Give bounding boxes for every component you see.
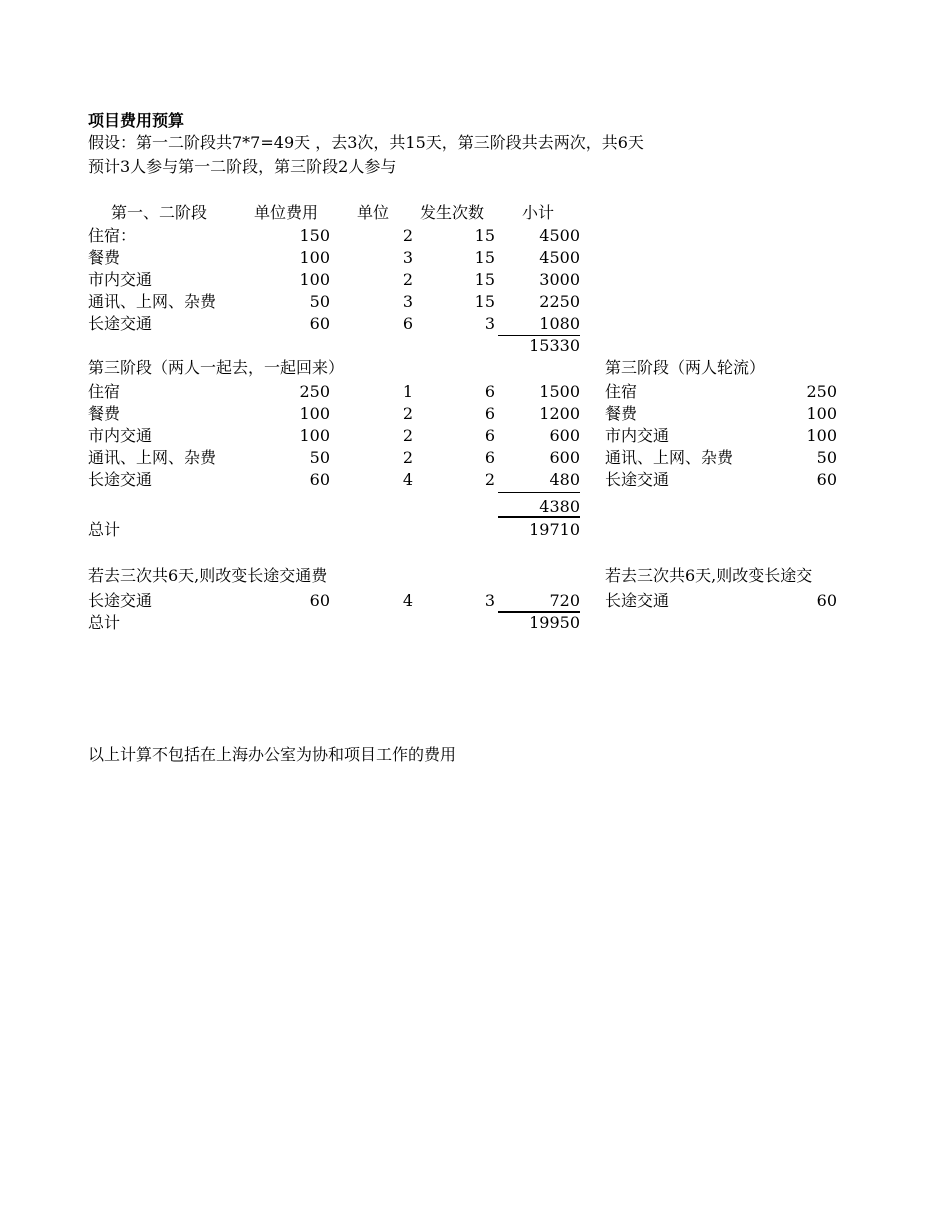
page-title: 项目费用预算 bbox=[88, 111, 185, 130]
row-unit-cost: 60 bbox=[309, 314, 330, 333]
row-label: 通讯、上网、杂费 bbox=[605, 448, 734, 467]
row-label: 长途交通 bbox=[605, 470, 670, 489]
phase3-together-total: 4380 bbox=[539, 497, 580, 516]
row-unit-cost: 100 bbox=[806, 426, 837, 445]
row-label: 长途交通 bbox=[88, 314, 153, 333]
row-count: 15 bbox=[474, 226, 495, 245]
row-count: 2 bbox=[484, 470, 495, 489]
row-label: 市内交通 bbox=[88, 270, 153, 289]
row-count: 6 bbox=[484, 448, 495, 467]
row-unit-cost: 50 bbox=[309, 448, 330, 467]
row-count: 3 bbox=[484, 314, 495, 333]
footnote: 以上计算不包括在上海办公室为协和项目工作的费用 bbox=[88, 745, 457, 764]
assumption-line-1: 假设：第一二阶段共7*7=49天 ，去3次，共15天，第三阶段共去两次，共6天 bbox=[88, 133, 644, 152]
row-label: 住宿 bbox=[88, 382, 121, 401]
phase3-rotating-title: 第三阶段（两人轮流） bbox=[605, 358, 766, 377]
phase12-total: 15330 bbox=[529, 336, 580, 355]
row-label: 餐费 bbox=[88, 404, 121, 423]
row-subtotal: 720 bbox=[549, 591, 580, 610]
row-subtotal: 3000 bbox=[539, 270, 580, 289]
row-unit-cost: 100 bbox=[299, 426, 330, 445]
scenario-total-label: 总计 bbox=[88, 613, 121, 632]
row-unit-cost: 50 bbox=[816, 448, 837, 467]
row-unit: 3 bbox=[402, 248, 413, 267]
row-unit-cost: 100 bbox=[806, 404, 837, 423]
row-label: 通讯、上网、杂费 bbox=[88, 448, 217, 467]
row-subtotal: 480 bbox=[549, 470, 580, 489]
row-unit-cost: 60 bbox=[816, 470, 837, 489]
header-subtotal: 小计 bbox=[522, 203, 555, 222]
row-count: 6 bbox=[484, 404, 495, 423]
row-label: 住宿： bbox=[88, 226, 137, 245]
row-unit: 2 bbox=[402, 270, 413, 289]
row-label: 市内交通 bbox=[605, 426, 670, 445]
row-count: 6 bbox=[484, 426, 495, 445]
row-unit-cost: 150 bbox=[299, 226, 330, 245]
row-unit: 4 bbox=[402, 591, 413, 610]
row-subtotal: 600 bbox=[549, 426, 580, 445]
total-divider bbox=[498, 516, 580, 518]
row-count: 3 bbox=[484, 591, 495, 610]
row-unit: 2 bbox=[402, 426, 413, 445]
row-count: 15 bbox=[474, 248, 495, 267]
row-subtotal: 1500 bbox=[539, 382, 580, 401]
row-unit-cost: 250 bbox=[806, 382, 837, 401]
grand-total-label: 总计 bbox=[88, 520, 121, 539]
row-label: 住宿 bbox=[605, 382, 638, 401]
row-subtotal: 1080 bbox=[539, 314, 580, 333]
row-unit: 2 bbox=[402, 404, 413, 423]
grand-total: 19710 bbox=[529, 520, 580, 539]
row-subtotal: 600 bbox=[549, 448, 580, 467]
scenario-right-title: 若去三次共6天,则改变长途交 bbox=[605, 566, 813, 585]
row-unit-cost: 100 bbox=[299, 270, 330, 289]
row-count: 15 bbox=[474, 270, 495, 289]
row-unit: 2 bbox=[402, 448, 413, 467]
row-unit-cost: 100 bbox=[299, 248, 330, 267]
scenario-left-title: 若去三次共6天,则改变长途交通费 bbox=[88, 566, 328, 585]
row-unit-cost: 60 bbox=[816, 591, 837, 610]
row-count: 6 bbox=[484, 382, 495, 401]
row-unit-cost: 60 bbox=[309, 470, 330, 489]
row-unit-cost: 60 bbox=[309, 591, 330, 610]
row-unit: 2 bbox=[402, 226, 413, 245]
row-unit-cost: 250 bbox=[299, 382, 330, 401]
header-unit-cost: 单位费用 bbox=[254, 203, 319, 222]
header-occurrences: 发生次数 bbox=[420, 203, 485, 222]
scenario-total: 19950 bbox=[529, 613, 580, 632]
row-unit: 3 bbox=[402, 292, 413, 311]
subtotal-divider bbox=[498, 492, 580, 493]
row-unit-cost: 100 bbox=[299, 404, 330, 423]
row-subtotal: 4500 bbox=[539, 226, 580, 245]
assumption-line-2: 预计3人参与第一二阶段，第三阶段2人参与 bbox=[88, 157, 397, 176]
row-label: 市内交通 bbox=[88, 426, 153, 445]
row-subtotal: 1200 bbox=[539, 404, 580, 423]
row-subtotal: 2250 bbox=[539, 292, 580, 311]
phase3-together-title: 第三阶段（两人一起去，一起回来） bbox=[88, 358, 345, 377]
row-unit: 4 bbox=[402, 470, 413, 489]
header-unit: 单位 bbox=[357, 203, 390, 222]
row-label: 长途交通 bbox=[88, 591, 153, 610]
row-label: 通讯、上网、杂费 bbox=[88, 292, 217, 311]
row-subtotal: 4500 bbox=[539, 248, 580, 267]
row-label: 餐费 bbox=[605, 404, 638, 423]
row-unit-cost: 50 bbox=[309, 292, 330, 311]
row-label: 长途交通 bbox=[88, 470, 153, 489]
row-unit: 1 bbox=[402, 382, 413, 401]
row-label: 餐费 bbox=[88, 248, 121, 267]
header-phase12: 第一、二阶段 bbox=[111, 203, 208, 222]
row-label: 长途交通 bbox=[605, 591, 670, 610]
row-count: 15 bbox=[474, 292, 495, 311]
row-unit: 6 bbox=[402, 314, 413, 333]
